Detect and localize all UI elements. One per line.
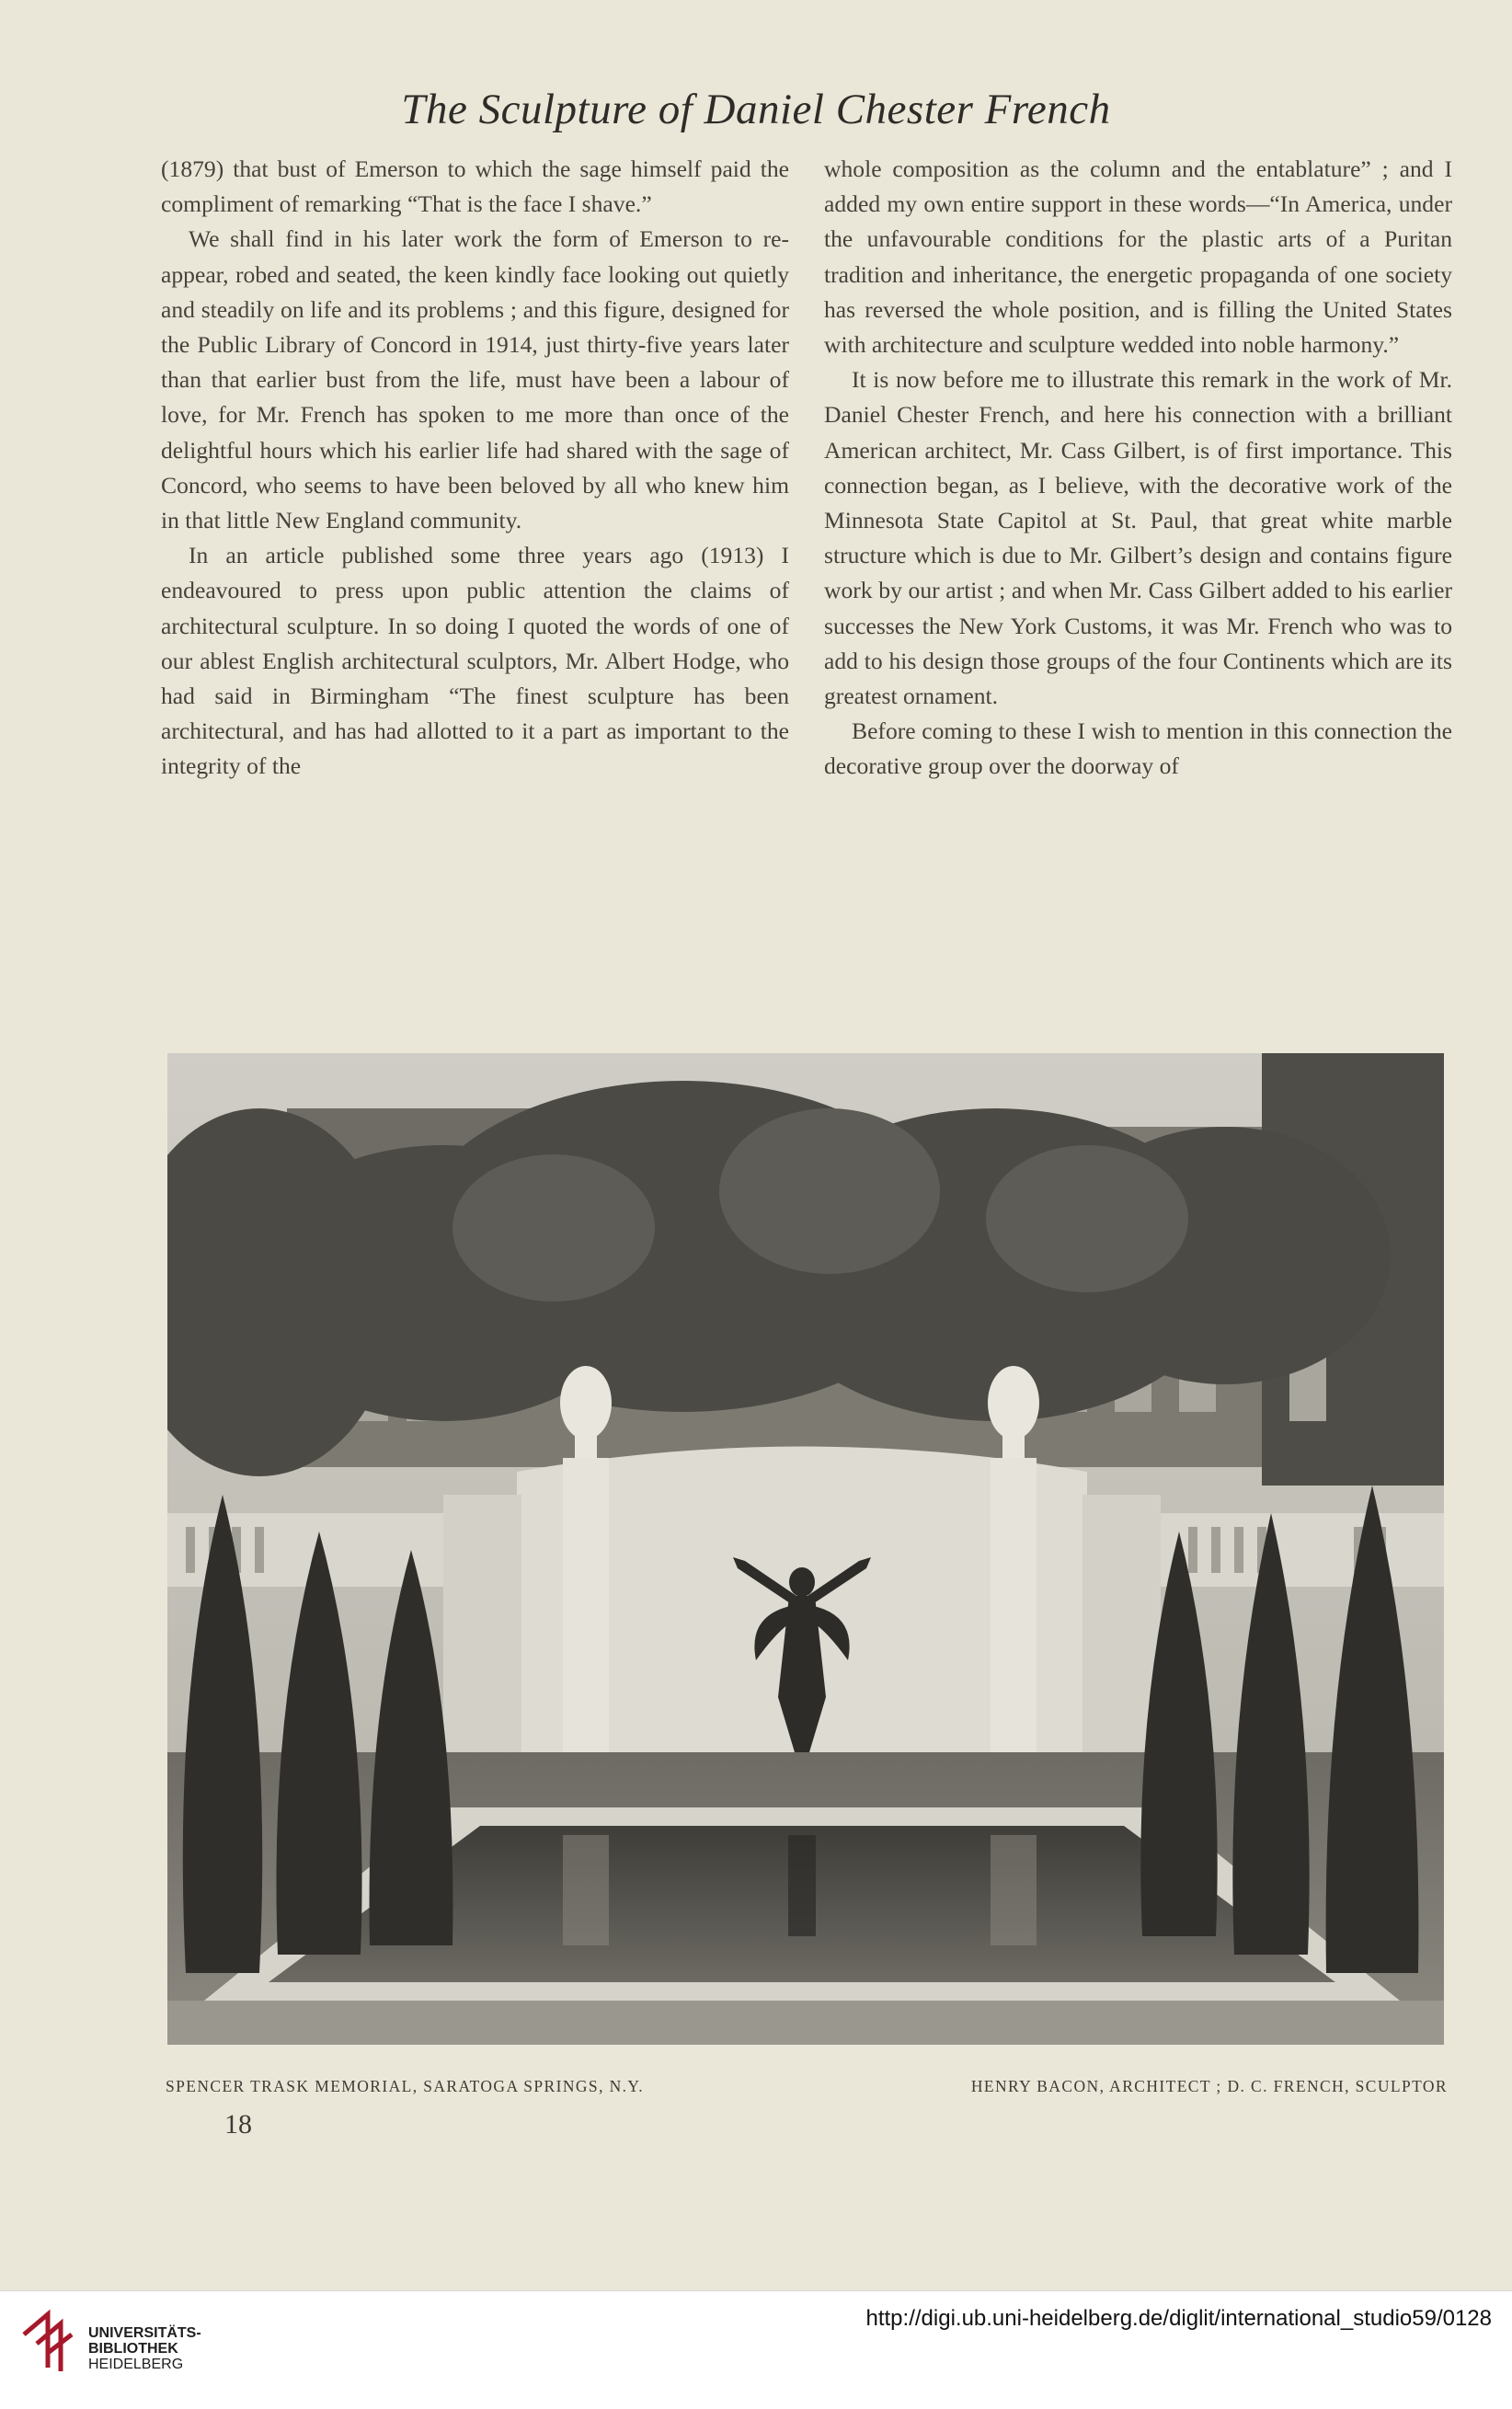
right-text-column [824, 152, 1452, 785]
heidelberg-library-logo-icon [18, 2307, 77, 2375]
paragraph: In an article published some three years ago (1913) I endeavoured to press upon public attention the claims of architectural sculpture. In so doing I quoted the words of one of our ablest English architectural sculptors, Mr. Albert Hodge, who had said in Birmingham “The finest sculpture has been architectural, and has had allotted to it a part as important to the integrity of the [161, 542, 789, 780]
paragraph: whole composition as the column and the entablature” ; and I added my own entire support in these words—“In America, under the unfavourable conditions for the plastic arts of a Puritan tradition and inheritance, the energetic propaganda of one society has reversed the whole position, and is filling the United States with architecture and sculpture wedded into noble harmony.” [824, 155, 1452, 359]
library-name-line: BIBLIOTHEK [88, 2341, 178, 2357]
page-number: 18 [224, 2109, 252, 2139]
paragraph: Before coming to these I wish to mention in this connection the decorative group over the doorway of [824, 717, 1452, 780]
library-name-line: HEIDELBERG [88, 2357, 184, 2372]
left-text-column [161, 152, 789, 785]
paragraph: (1879) that bust of Emerson to which the sage himself paid the compliment of remarking “That is the face I shave.” [161, 155, 789, 218]
library-name [88, 2325, 201, 2372]
plate-caption-title: SPENCER TRASK MEMORIAL, SARATOGA SPRINGS, N.Y. [166, 2077, 644, 2095]
running-title: The Sculpture of Daniel Chester French [401, 86, 1111, 133]
plate-caption-credits: HENRY BACON, ARCHITECT ; D. C. FRENCH, SCULPTOR [970, 2077, 1448, 2095]
paragraph: We shall find in his later work the form of Emerson to re-appear, robed and seated, the keen kindly face looking out quietly and steadily on life and its problems ; and this figure, designed for the Public Library of Concord in 1914, just thirty-five years later than that earlier bust from the life, must have been a labour of love, for Mr. French has spoken to me more than once of the delightful hours which his earlier life had shared with the sage of Concord, who seems to have been beloved by all who knew him in that little New England community. [161, 225, 789, 534]
paragraph: It is now before me to illustrate this remark in the work of Mr. Daniel Chester French, and here his connection with a brilliant American architect, Mr. Cass Gilbert, is of first importance. This connection began, as I believe, with the decorative work of the Minnesota State Capitol at St. Paul, that great white marble structure which is due to Mr. Gilbert’s design and contains figure work by our artist ; and when Mr. Cass Gilbert added to his earlier successes the New York Customs, it was Mr. French who was to add to his design those groups of the four Continents which are its greatest ornament. [824, 366, 1452, 710]
memorial-photograph [167, 1053, 1444, 2045]
source-url-link[interactable]: http://digi.ub.uni-heidelberg.de/diglit/international_studio59/0128 [865, 2306, 1492, 2331]
library-name-line: UNIVERSITÄTS- [88, 2325, 201, 2341]
